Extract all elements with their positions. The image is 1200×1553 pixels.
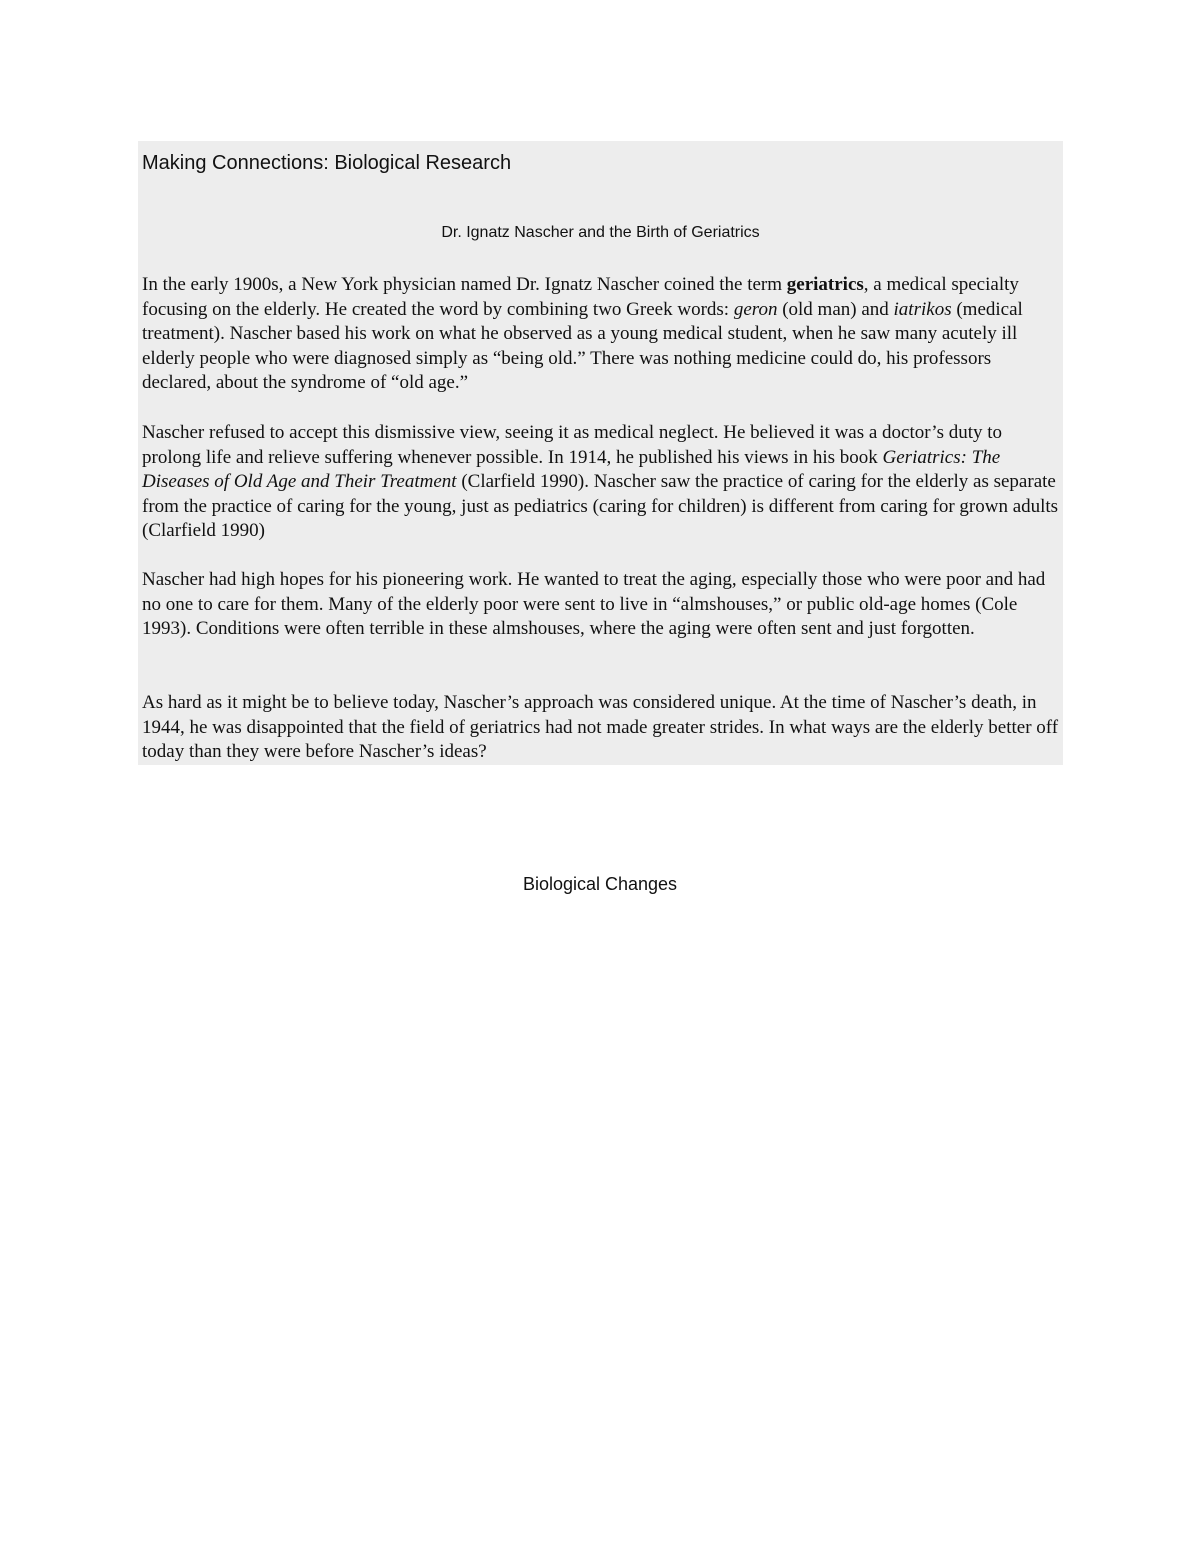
paragraph-1: [142, 273, 1062, 396]
paragraph-2: [142, 421, 1062, 544]
paragraph-2-text-2: (Clarfield 1990). Nascher saw the practice of caring for the elderly as separate from the practice of caring for the young, just as pediatrics (caring for children) is different from caring for grown adults (Clarfield 1990): [142, 471, 1059, 541]
callout-subtitle: Dr. Ignatz Nascher and the Birth of Geriatrics: [441, 224, 760, 241]
word-iatrikos: iatrikos: [893, 298, 952, 320]
paragraph-3: Nascher had high hopes for his pioneering work. He wanted to treat the aging, especially those who were poor and had no one to care for them. Many of the elderly poor were sent to live in “almshouses,” or public old-age homes (Cole 1993). Conditions were often terrible in these almshouses, where the aging were often sent and just forgotten.: [142, 569, 1046, 639]
paragraph-2-text-1: Nascher refused to accept this dismissive view, seeing it as medical neglect. He believed it was a doctor’s duty to prolong life and relieve suffering whenever possible. In 1914, he published his views in his book: [142, 422, 1003, 468]
section-heading: Biological Changes: [522, 874, 678, 894]
book-title: Geriatrics: The Diseases of Old Age and Their Treatment: [142, 446, 1001, 492]
paragraph-4: As hard as it might be to believe today, Nascher’s approach was considered unique. At the time of Nascher’s death, in 1944, he was disappointed that the field of geriatrics had not made greater strides. In what ways are the elderly better off today than they were before Nascher’s ideas?: [142, 692, 1059, 762]
paragraph-1-text-4: (medical treatment). Nascher based his work on what he observed as a young medical student, when he saw many acutely ill elderly people who were diagnosed simply as “being old.” There was nothing medicine could do, his professors declared, about the syndrome of “old age.”: [142, 298, 1023, 393]
paragraph-1-text-2: , a medical specialty focusing on the elderly. He created the word by combining two Greek words:: [142, 274, 1019, 320]
making-connections-callout: [138, 141, 1063, 765]
callout-heading: Making Connections: Biological Research: [142, 152, 512, 174]
paragraph-1-text-1: In the early 1900s, a New York physician named Dr. Ignatz Nascher coined the term: [142, 274, 787, 295]
term-geriatrics: geriatrics: [786, 274, 864, 295]
word-geron: geron: [733, 298, 778, 320]
paragraph-1-text-3: (old man) and: [777, 298, 894, 320]
